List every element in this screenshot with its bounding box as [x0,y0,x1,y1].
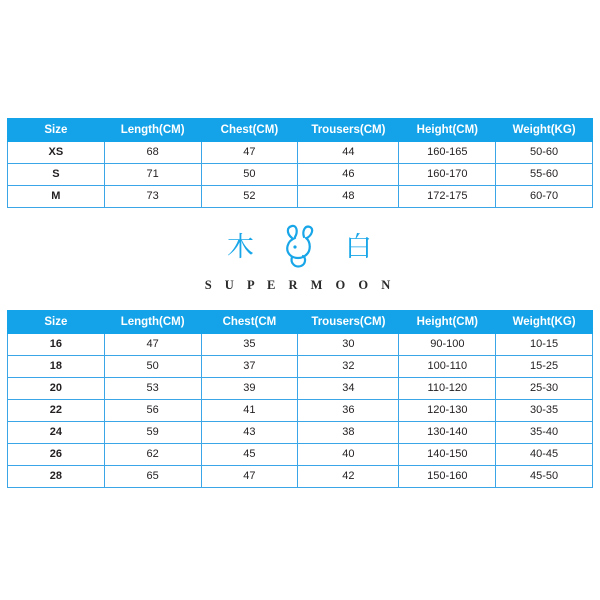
cell-length: 53 [104,378,201,400]
cell-weight: 30-35 [496,400,593,422]
cell-height: 172-175 [399,186,496,208]
adult-table-header [8,119,593,142]
cell-length: 47 [104,334,201,356]
cell-chest: 52 [201,186,298,208]
table-header-row [8,119,593,142]
cell-height: 160-165 [399,142,496,164]
cell-size: 16 [8,334,105,356]
header-cell-trousers: Trousers(CM) [298,119,399,142]
cell-trousers: 40 [298,444,399,466]
cell-chest: 47 [201,466,298,488]
cjk-character-right: 白 [345,231,373,263]
header-cell-size: Size [8,311,105,334]
cell-length: 71 [104,164,201,186]
cell-chest: 37 [201,356,298,378]
cell-trousers: 44 [298,142,399,164]
kids-table-header [8,311,593,334]
cell-weight: 45-50 [496,466,593,488]
header-cell-weight: Weight(KG) [496,311,593,334]
adult-table-body [8,142,593,208]
cell-trousers: 42 [298,466,399,488]
cell-size: S [8,164,105,186]
cell-length: 50 [104,356,201,378]
cell-chest: 47 [201,142,298,164]
cell-size: 18 [8,356,105,378]
header-cell-size: Size [8,119,105,142]
header-cell-chest: Chest(CM [201,311,298,334]
cell-trousers: 36 [298,400,399,422]
cell-size: 26 [8,444,105,466]
cell-weight: 40-45 [496,444,593,466]
cell-length: 68 [104,142,201,164]
header-cell-weight: Weight(KG) [496,119,593,142]
cell-height: 120-130 [399,400,496,422]
brand-name: S U P E R M O O N [204,278,396,292]
cell-chest: 45 [201,444,298,466]
cell-trousers: 32 [298,356,399,378]
header-cell-height: Height(CM) [399,119,496,142]
kids-size-table [7,310,593,488]
cell-weight: 55-60 [496,164,593,186]
cell-length: 73 [104,186,201,208]
kids-table-body [8,334,593,488]
cell-weight: 15-25 [496,356,593,378]
cell-height: 110-120 [399,378,496,400]
cell-chest: 43 [201,422,298,444]
table-row [8,142,593,164]
cell-length: 65 [104,466,201,488]
cell-height: 90-100 [399,334,496,356]
cell-size: 22 [8,400,105,422]
cell-trousers: 48 [298,186,399,208]
table-header-row [8,311,593,334]
table-row [8,356,593,378]
header-cell-length: Length(CM) [104,311,201,334]
header-cell-length: Length(CM) [104,119,201,142]
header-cell-trousers: Trousers(CM) [298,311,399,334]
cell-weight: 50-60 [496,142,593,164]
table-row [8,444,593,466]
cell-size: 20 [8,378,105,400]
table-row [8,334,593,356]
table-row [8,400,593,422]
cell-weight: 35-40 [496,422,593,444]
cell-length: 56 [104,400,201,422]
table-row [8,186,593,208]
cell-length: 62 [104,444,201,466]
brand-logo-block [0,222,600,302]
table-row [8,164,593,186]
cell-size: 24 [8,422,105,444]
cell-height: 160-170 [399,164,496,186]
cell-size: 28 [8,466,105,488]
header-cell-chest: Chest(CM) [201,119,298,142]
cell-height: 140-150 [399,444,496,466]
cell-length: 59 [104,422,201,444]
cell-size: M [8,186,105,208]
cell-chest: 41 [201,400,298,422]
cell-trousers: 46 [298,164,399,186]
logo-row [0,222,600,272]
cell-trousers: 38 [298,422,399,444]
bunny-icon [273,224,327,270]
table-row [8,422,593,444]
header-cell-height: Height(CM) [399,311,496,334]
cell-trousers: 34 [298,378,399,400]
cell-height: 150-160 [399,466,496,488]
cjk-character-left: 木 [227,231,255,263]
cell-chest: 39 [201,378,298,400]
cell-chest: 35 [201,334,298,356]
cell-weight: 25-30 [496,378,593,400]
cell-trousers: 30 [298,334,399,356]
cell-height: 130-140 [399,422,496,444]
cell-height: 100-110 [399,356,496,378]
cell-weight: 10-15 [496,334,593,356]
table-row [8,378,593,400]
table-row [8,466,593,488]
cell-chest: 50 [201,164,298,186]
cell-weight: 60-70 [496,186,593,208]
adult-size-table [7,118,593,208]
cell-size: XS [8,142,105,164]
